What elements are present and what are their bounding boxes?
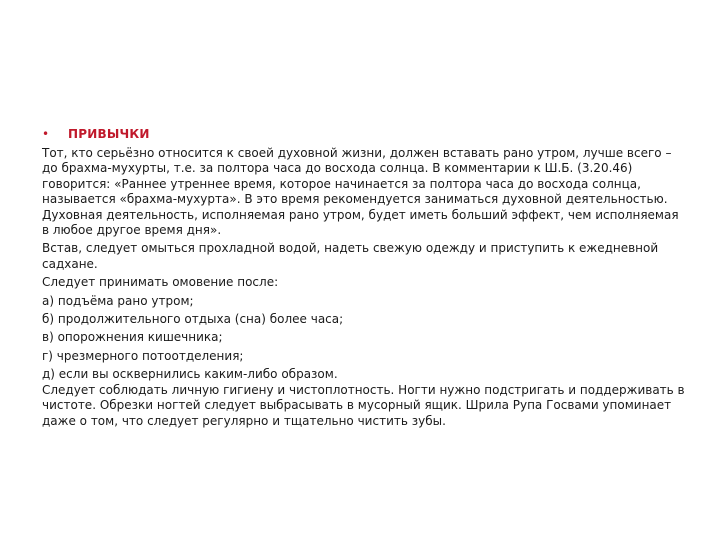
text-line: Следует принимать омовение после: <box>42 275 279 290</box>
text-line: называется «брахма-мухурта». В это время рекомендуется заниматься духовной деятельностью. <box>42 192 668 207</box>
list-item: в) опорожнения кишечника; <box>42 330 223 345</box>
text-line: в любое другое время дня». <box>42 223 222 238</box>
list-item: д) если вы осквернились каким-либо образом. <box>42 367 338 382</box>
text-line: до брахма-мухурты, т.е. за полтора часа до восхода солнца. В комментарии к Ш.Б. (3.20.46) <box>42 161 633 176</box>
text-line: чистоте. Обрезки ногтей следует выбрасывать в мусорный ящик. Шрила Рупа Госвами упоминает <box>42 398 672 413</box>
text-line: Духовная деятельность, исполняемая рано утром, будет иметь больший эффект, чем исполняемая <box>42 207 679 222</box>
paragraph-bathing <box>42 241 682 272</box>
ablution-list <box>42 294 682 383</box>
list-item: а) подъёма рано утром; <box>42 293 194 308</box>
text-line: Следует соблюдать личную гигиену и чистоплотность. Ногти нужно подстригать и поддерживать в <box>42 382 685 397</box>
text-line: даже о том, что следует регулярно и тщательно чистить зубы. <box>42 413 446 428</box>
paragraph-hygiene <box>42 382 685 429</box>
list-item: г) чрезмерного потоотделения; <box>42 348 244 363</box>
list-intro <box>42 275 682 290</box>
section-heading-row <box>42 127 682 146</box>
text-line: Тот, кто серьёзно относится к своей духовной жизни, должен вставать рано утром, лучше всего – <box>42 146 672 160</box>
slide-content <box>42 127 685 429</box>
list-item: б) продолжительного отдыха (сна) более часа; <box>42 312 344 327</box>
paragraph-morning-rising <box>42 146 682 238</box>
section-title: ПРИВЫЧКИ <box>68 127 150 141</box>
bullet-icon: • <box>42 127 50 141</box>
text-line: Встав, следует омыться прохладной водой, надеть свежую одежду и приступить к ежедневной <box>42 241 659 256</box>
text-line: садхане. <box>42 256 98 271</box>
text-line: говорится: «Раннее утреннее время, которое начинается за полтора часа до восхода солнца, <box>42 176 641 191</box>
